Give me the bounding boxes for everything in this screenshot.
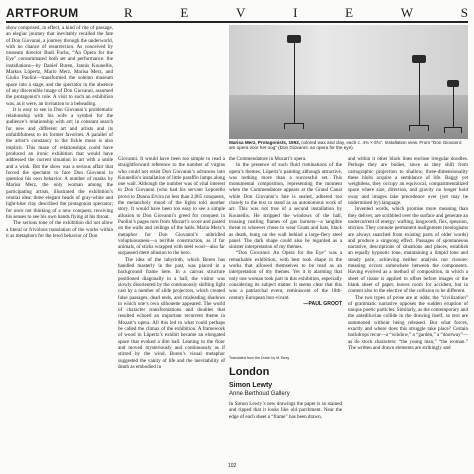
section-letter: S: [460, 5, 468, 20]
paragraph: In Simon Lewty’s new drawings the paper is so stained and ripped that it looks like old parchment. Near the edge of each sheet a “frame” has been drawn,: [229, 401, 342, 420]
stand-base: [409, 125, 429, 131]
section-letter: V: [236, 5, 246, 20]
paragraph: “Don Giovanni: An Opera for the Eye” was a remarkable exhibition, with best took shape in the works that allowed themselves to be read as an interpretation of my themes. Yet it is alarming that only one woman took part in this exhibition, especially considering its subject matter. It seems clear that this was a patriarchal event, reminiscent of the 18th-century European bon-vivant.: [229, 250, 342, 301]
artwork-photo: [229, 25, 468, 139]
stand-pole: [453, 87, 454, 127]
section-letter: I: [293, 5, 298, 20]
paragraph: show comprised, in effect, a kind of rite of passage, an elegiac journey that inevitably recalled the fate of Don Giovanni, a journey through the underworld, with no chance of resurrection. As conceived by museum director Rudi Fuchs, “An Opera for the Eye” consummated both set and performance: the installations—by Daniel Buren, Jannis Kounellis, Markus Lüpertz, Mario Merz, Marisa Merz, and Giulio Paolini—transformed the solemn museum space into a stage, and the spectator in the absence of any discernible image of Don Giovanni, assumed the protagonist’s role. A visit to such an exhibition was, as it were, an invitation to a beheading.: [6, 25, 113, 107]
paragraph: It is easy to see in Don Giovanni’s problematic relationship with his wife a symbol for the audience’s relationship with art; in constant search for new and different art and artists and its unfaithfulness to its former favorites. A parallel of the artist’s constancy to the fickle muse is also implicit. This maze of relationships could have produced an ironic exhibition that would have addressed the current situation in art with a smile and a wink. But the show was a serious affair that forced the spectator to face Don Giovanni to question his own behavior. A number of masks by Marisa Merz, the only woman among the participating artists, illustrated the exhibition’s central idea: three elegant heads of gray-white and light-blue clay described the protagonist spectator; for once not thinking of a new conquest, receiving his senses to see his own hands flying at his throat.: [6, 106, 113, 220]
paragraph: and within it other black lines enclose irregular doodles. Perhaps they are bodies, since as they shift from cartographic projection to shallow, three-dimensionality these blobs acquire a semblance of life. Baggy yet weightless, they occupy an equivocal, compartmentalized space where size, direction, and gravity no longer hold sway and images take precedence over (yet may be undermined by) language.: [348, 156, 468, 207]
paragraph: Invented words, which promise more meaning than they deliver, are scribbled over the surface and generate an undercurrent of energy: wafting, longworth, flex, spession, stiction. They connote permanent realignment (neologisms are always snatched from existing parts of older words) and produce a singsong effect. Passages of spontaneous narrative, descriptions of situations and places, establish an equally hypnotic tone, maintaining a limpid tone and steady pace, achieving neither analysis nor closure: meaning occurs somewhere between the components. Having evolved as a method of composition, in which a sheet of tissue is applied to offset before images or the blank sheet of paper, leaves room for accident, but in content also to the elective of the collision to be different.: [348, 206, 468, 295]
paragraph: In the presence of such fluid ruminations of the opera’s themes, Lüpertz’s painting although attractive, was nothing more than a successful set. This monumental composition, representing the moment when the Commendatore appears at the Grand Canal while Don Giovanni’s fate is sealed, adhered too closely to the text to stand as an autonomous work of art. This was not true of a second installation by Kounellis. He stripped the windows of the hall, trussing rustling flames of gas burners—a tangible threat to whoever chose to wear Goats and hats, black as death, hung on the wall behind a large-fiery steel panel. The dark shape could also be regarded as a sinister interpretation of my themes.: [229, 162, 342, 251]
review-intro: [229, 401, 342, 459]
section-letter: R: [124, 5, 133, 20]
stand-pole: [419, 63, 420, 125]
paragraph: the Commendatore in Mozart’s opera.: [229, 156, 307, 162]
masthead-rule: [6, 21, 468, 23]
paragraph: Giovanni. It would have been too simple to read a straightforward reference to the number of virgins who could not resist Don Giovanni’s advances into Kounellis’s installation of little paraffin lamps along one wall. Although the number was of vital interest to Don Giovanni (who had his servant Leporello prove to Donna Elvira no less than 2,065 conquests, the melancholy mood of the lights told another story. It would have been too easy to see a simple allusion to Don Giovanni’s greed for conquest in Paolini’s pages torn from Mozart’s score and pasted on the walls and ceilings of the halls. Mario Merz’s metaphor for Don Giovanni’s unbridled voluptuousness—a terrible construction, as if for animals, of sticks wrapped with steel wool—also far surpassed mere allusion to the hero.: [118, 156, 225, 257]
translation-credit: Translated from the Dutch by M. Bezy: [229, 356, 290, 360]
section-letter: E: [180, 5, 189, 20]
city-heading: London: [229, 366, 270, 378]
sculpture-stand: [404, 55, 434, 135]
paragraph: The two types of prose are at odds; the “civilization” of grammatic narrative opposes the sudden eruption of unique poetic particles. Similarly, as the contemporary and the antediluvian collide in the drawing itself, so text are summoned without being released. But what forces, exactly and where does this struggle take place? Certain backdrops recur—a “window,” a “garden,” a “doorway”—as do stock characters: “the young man,” “the woman.” The written and drawn elements are strikingly and: [348, 294, 468, 351]
paragraph: The serious tone of the exhibition did not allow a literal or frivolous translation of the works within it as metaphors for the lewd behavior of Don: [6, 220, 113, 239]
gallery-name: Anne Berthoud Gallery: [229, 391, 290, 397]
sculpture-stand: [279, 35, 309, 135]
text-column-3: [229, 156, 342, 352]
sculpture-head: [447, 80, 459, 87]
stand-pole: [294, 43, 295, 123]
section-letter: E: [345, 5, 354, 20]
artist-name: Simon Lewty: [229, 382, 273, 389]
text-column-1: [6, 25, 113, 459]
stand-base: [284, 123, 304, 129]
magazine-logo: ARTFORUM: [6, 6, 79, 20]
byline: —PAUL GROOT: [303, 300, 342, 307]
paragraph: The idea of the labyrinth, which Buren has handled masterly in the past, was placed in a background frame here. In a canvas structure positioned diagonally in a hall, the visitor was slowly disoriented by the continuously shifting light cast by a number of slide projectors, which created false passages, dead ends, and misleading shadows in which one’s own silhouette appeared. The world of character transformations and doubles that resulted echoed an important recurrent theme in Mozart’s opera. All this led to what could perhaps be called the climax of the exhibition. A framework of wood in Lüpertz’s exhibit became an elongated space that evoked a dim hall. Leaning to the floor and moved mysteriously and continuously as if stirred by the wind. Buren’s visual metaphor suggested the vanity of life and the inevitability of death as embodied in: [118, 256, 225, 370]
masthead: [6, 5, 468, 21]
sculpture-stand: [444, 80, 464, 135]
sculpture-head: [412, 55, 426, 63]
sculpture-head: [287, 35, 301, 43]
section-title: [124, 5, 468, 21]
page-number: 102: [228, 463, 237, 469]
photo-caption: [229, 140, 468, 151]
text-column-2: [118, 156, 225, 459]
caption-text: colored wax and clay, each c. 4¾ × 5¾". Installation view. From "Don Giovanni: am opera voor het oog" (Don Giovanni: an opera for the eye).: [229, 140, 463, 151]
stand-base: [444, 127, 462, 133]
section-letter: W: [400, 5, 414, 20]
text-column-4: [348, 156, 468, 459]
caption-title: Marisa Merz, Protagonists, 1993,: [229, 140, 300, 145]
